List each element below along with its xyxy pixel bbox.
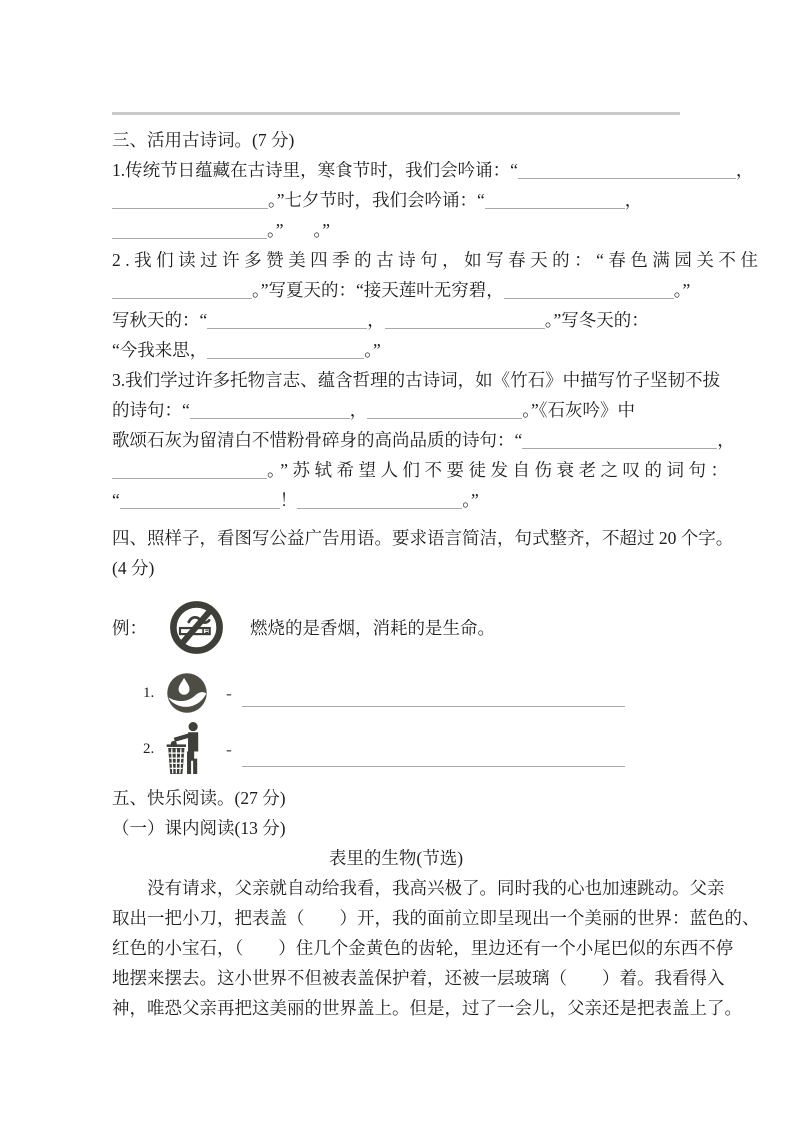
answer-blank (367, 402, 522, 419)
section-5-heading: 五、快乐阅读。(27 分) (112, 788, 286, 808)
section-3-heading: 三、活用古诗词。(7 分) (112, 130, 295, 150)
text-segment: ， (624, 190, 643, 210)
page-content (0, 112, 793, 1023)
answer-blank (207, 342, 364, 359)
text-segment: 3.我们学过许多托物言志、蕴含哲理的古诗词，如《竹石》中描写竹子坚韧不拔 (112, 370, 721, 390)
no-smoking-icon (169, 600, 224, 655)
item-1-dash: - (226, 682, 232, 703)
answer-blank (297, 492, 462, 509)
litter-disposal-icon (164, 721, 208, 777)
text-segment: 的诗句：“ (112, 400, 190, 420)
answer-blank (522, 432, 717, 449)
section-3-lines (112, 155, 763, 515)
text-segment: 。”苏轼希望人们不要徒发自伤衰老之叹的词句： (267, 460, 733, 480)
water-saving-icon (166, 672, 208, 714)
answer-blank (385, 312, 545, 329)
text-segment: 地摆来摆去。这小世界不但被表盖保护着，还被一层玻璃（ ）着。我看得入 (112, 968, 725, 988)
text-segment: 。” (673, 280, 691, 300)
text-segment: 。”《石灰吟》中 (522, 400, 636, 420)
answer-blank (120, 492, 280, 509)
answer-blank (190, 402, 350, 419)
answer-blank (207, 312, 367, 329)
section-4-heading: 四、照样子，看图写公益广告用语。要求语言简洁，句式整齐，不超过 20 个字。 (112, 528, 734, 548)
section-5-subheading: （一）课内阅读(13 分) (112, 818, 286, 838)
text-line (112, 425, 735, 455)
answer-blank (242, 690, 625, 707)
text-line (112, 185, 680, 215)
text-line (112, 395, 680, 425)
text-segment: 。” (313, 220, 331, 240)
passage-title: 表里的生物(节选) (328, 848, 464, 868)
text-segment: ， (367, 310, 385, 330)
section-4-score: (4 分) (112, 558, 155, 578)
text-segment: 。” (364, 340, 381, 360)
text-segment: 。”七夕节时，我们会吟诵：“ (268, 190, 485, 210)
page-divider-rule (112, 112, 680, 115)
text-line (112, 215, 680, 245)
text-segment: 取出一把小刀，把表盖（ ）开，我的面前立即呈现出一个美丽的世界：蓝色的、 (112, 908, 760, 928)
text-line (112, 873, 725, 903)
answer-blank (518, 162, 736, 179)
text-line (112, 993, 742, 1023)
text-segment: 2.我们读过许多赞美四季的古诗句，如写春天的：“春色满园关不住 (112, 250, 763, 270)
text-segment: 歌颂石灰为留清白不惜粉骨碎身的高尚品质的诗句：“ (112, 430, 523, 450)
example-label: 例： (112, 617, 147, 638)
section-4-heading-block (112, 523, 734, 583)
text-line (112, 305, 680, 335)
text-segment: “今我来思， (112, 340, 208, 360)
answer-blank (485, 192, 625, 209)
text-line (112, 933, 734, 963)
item-1-number: 1. (143, 684, 155, 701)
text-line (112, 155, 754, 185)
item-2-number: 2. (143, 740, 155, 757)
text-line (112, 365, 721, 395)
text-segment: 。” (267, 220, 284, 240)
answer-blank (112, 462, 267, 479)
example-caption: 燃烧的是香烟，消耗的是生命。 (250, 617, 495, 638)
text-segment: 。” (462, 490, 479, 510)
text-segment: 神，唯恐父亲再把这美丽的世界盖上。但是，过了一会儿，父亲还是把表盖上了。 (112, 998, 742, 1018)
text-segment: ， (349, 400, 368, 420)
ad-item-2 (112, 721, 680, 777)
text-segment: 写秋天的：“ (112, 310, 208, 330)
answer-blank (504, 282, 674, 299)
text-segment: 。”写冬天的： (544, 310, 649, 330)
answer-blank (112, 282, 252, 299)
text-segment: ！ (279, 490, 298, 510)
text-segment: ， (735, 160, 754, 180)
ad-item-1 (112, 669, 680, 717)
text-line (112, 455, 733, 485)
text-line (112, 485, 680, 515)
answer-blank (112, 222, 267, 239)
example-row (112, 599, 680, 655)
text-segment: “ (112, 490, 120, 510)
answer-blank (242, 750, 625, 767)
text-line (112, 903, 760, 933)
text-segment: ， (717, 430, 735, 450)
text-line (112, 245, 763, 275)
text-line (112, 963, 725, 993)
text-line (112, 275, 691, 305)
passage-lines (112, 873, 760, 1023)
text-line (112, 335, 680, 365)
item-2-dash: - (226, 738, 232, 759)
text-segment: 红色的小宝石，（ ）住几个金黄色的齿轮，里边还有一个小尾巴似的东西不停 (112, 938, 734, 958)
text-segment: 没有请求，父亲就自动给我看，我高兴极了。同时我的心也加速跳动。父亲 (147, 878, 725, 898)
answer-blank (112, 192, 268, 209)
text-segment: 1.传统节日蕴藏在古诗里，寒食节时，我们会吟诵：“ (112, 160, 518, 180)
text-segment: 。”写夏天的：“接天莲叶无穷碧， (252, 280, 504, 300)
